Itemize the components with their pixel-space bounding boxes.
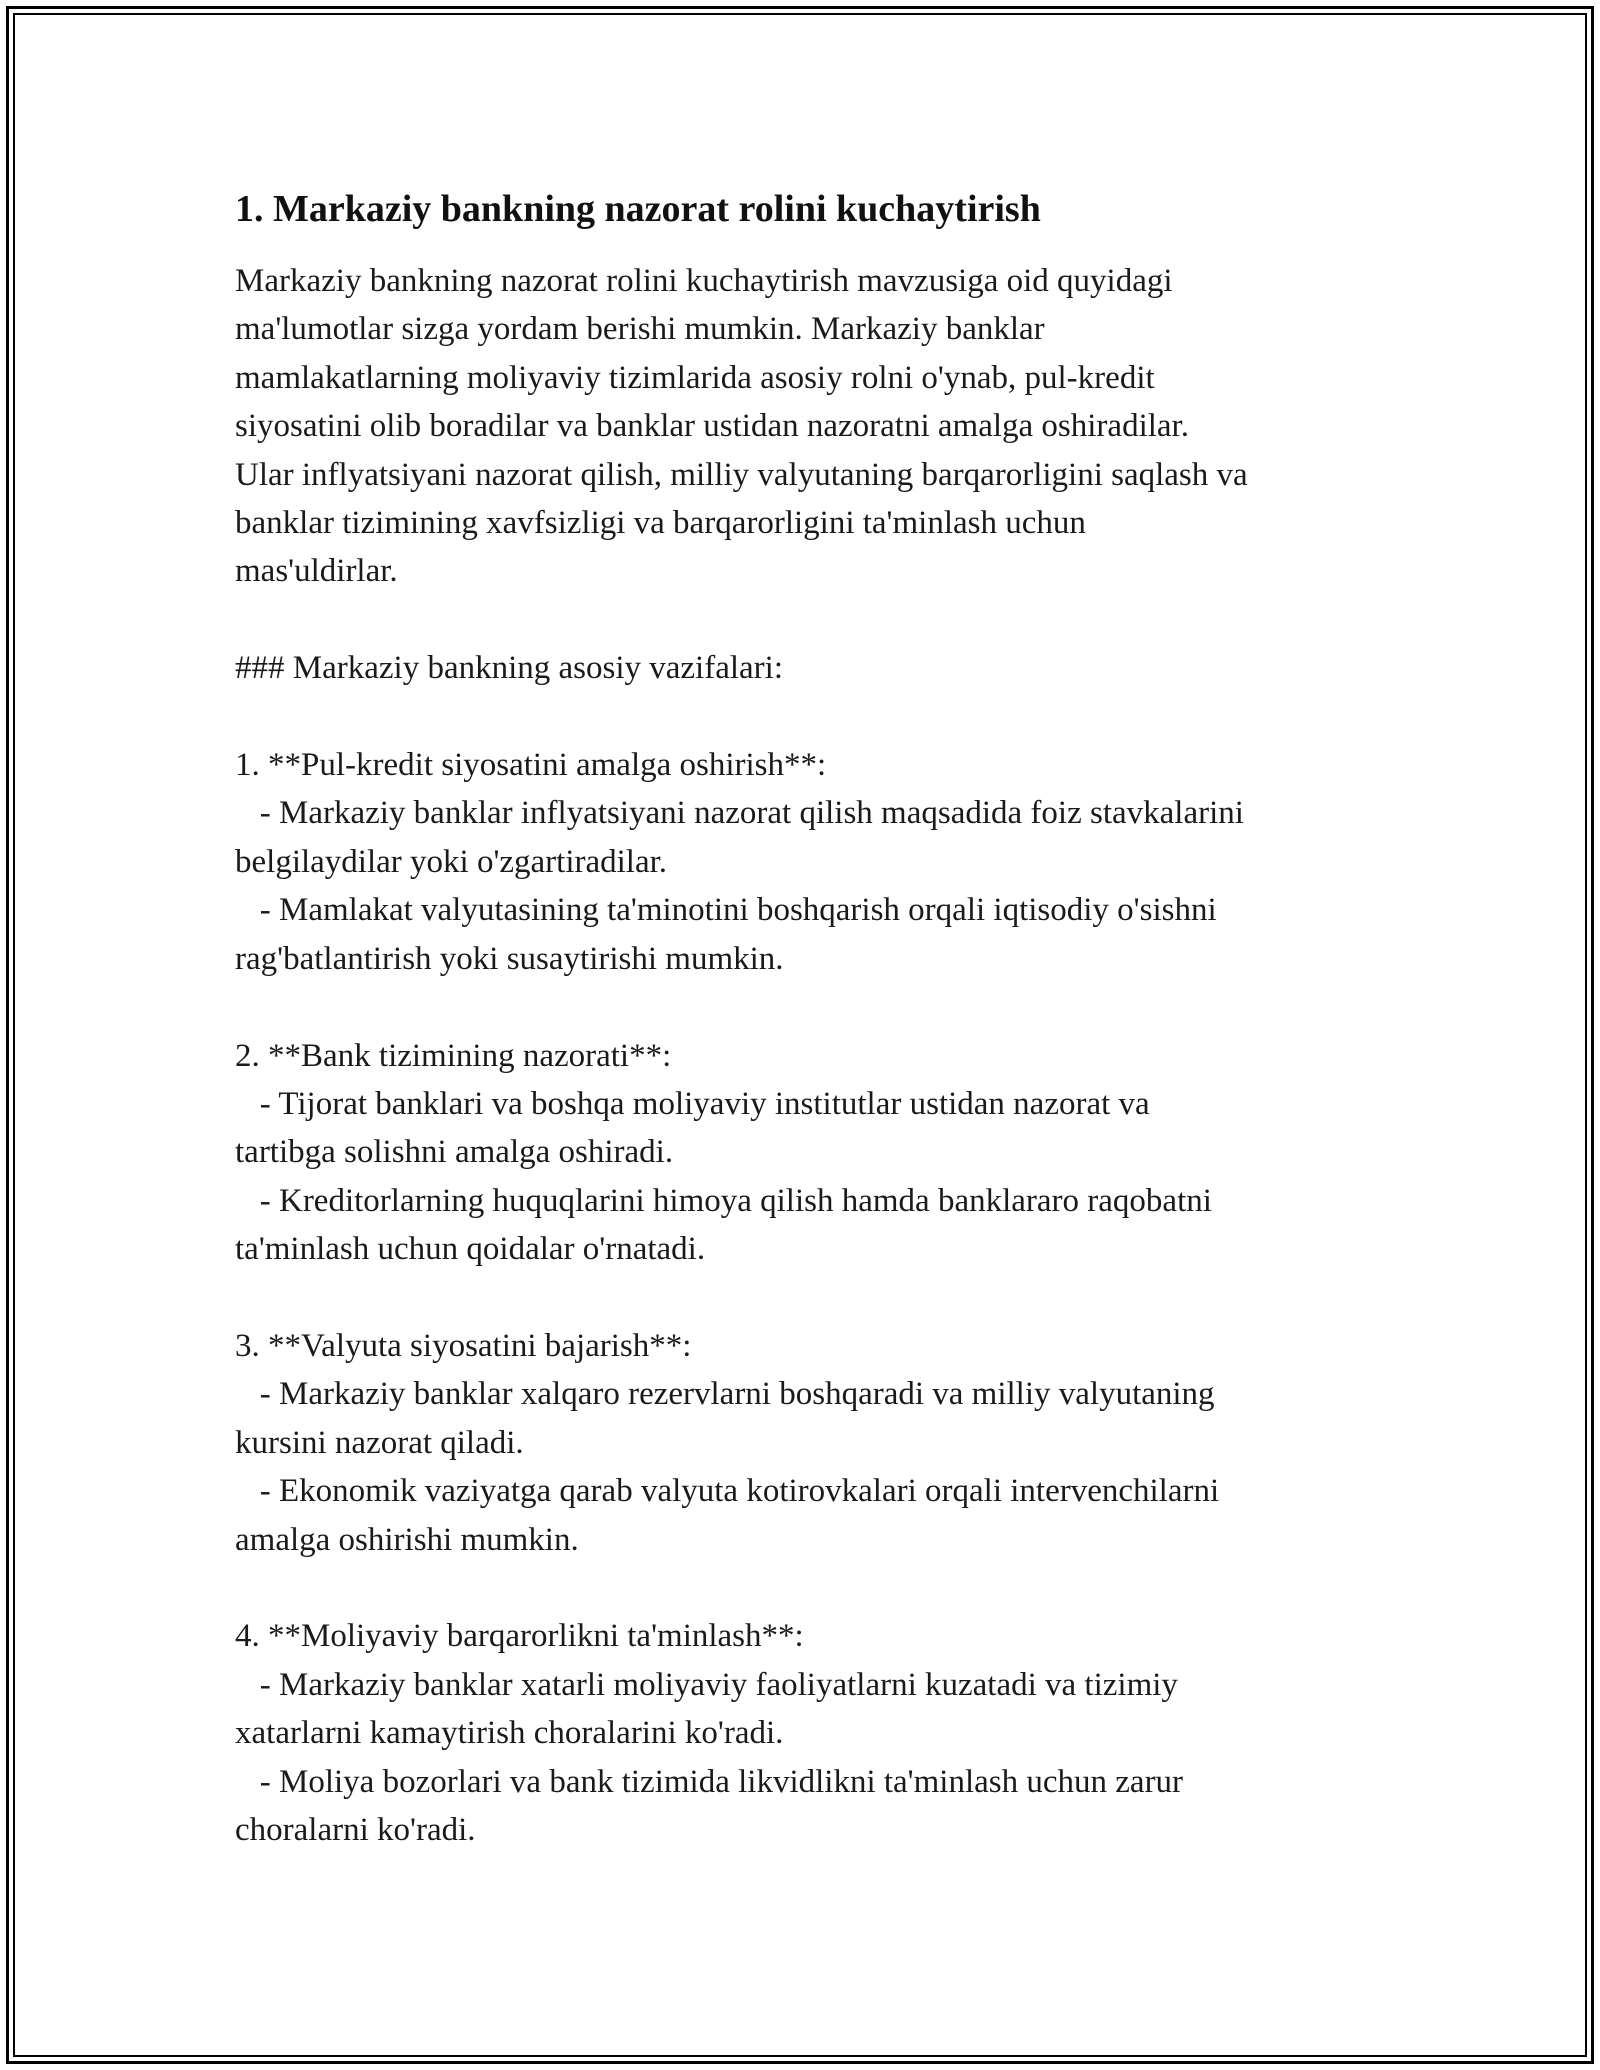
document-content — [235, 185, 1385, 1854]
document-title: 1. Markaziy bankning nazorat rolini kuchaytirish — [235, 188, 1041, 230]
document-body: Markaziy bankning nazorat rolini kuchaytirish mavzusiga oid quyidagi ma'lumotlar sizga yordam berishi mumkin. Markaziy banklar mamlakatlarning moliyaviy tizimlarida asosiy rolni o'ynab, pul-kredit siyosatini olib boradilar va banklar ustidan nazoratni amalga oshiradilar. Ular inflyatsiyani nazorat qilish, milliy valyutaning barqarorligini saqlash va banklar tizimining xavfsizligi va barqarorligini ta'minlash uchun mas'uldirlar. ### Markaziy bankning asosiy vazifalari: 1. **Pul-kredit siyosatini amalga oshirish**: - Markaziy banklar inflyatsiyani nazorat qilish maqsadida foiz stavkalarini belgilaydilar yoki o'zgartiradilar. - Mamlakat valyutasining ta'minotini boshqarish orqali iqtisodiy o'sishni rag'batlantirish yoki susaytirishi mumkin. 2. **Bank tizimining nazorati**: - Tijorat banklari va boshqa moliyaviy institutlar ustidan nazorat va tartibga solishni amalga oshiradi. - Kreditorlarning huquqlarini himoya qilish hamda banklararo raqobatni ta'minlash uchun qoidalar o'rnatadi. 3. **Valyuta siyosatini bajarish**: - Markaziy banklar xalqaro rezervlarni boshqaradi va milliy valyutaning kursini nazorat qiladi. - Ekonomik vaziyatga qarab valyuta kotirovkalari orqali intervenchilarni amalga oshirishi mumkin. 4. **Moliyaviy barqarorlikni ta'minlash**: - Markaziy banklar xatarli moliyaviy faoliyatlarni kuzatadi va tizimiy xatarlarni kamaytirish choralarini ko'radi. - Moliya bozorlari va bank tizimida likvidlikni ta'minlash uchun zarur choralarni ko'radi. — [235, 263, 1248, 1848]
